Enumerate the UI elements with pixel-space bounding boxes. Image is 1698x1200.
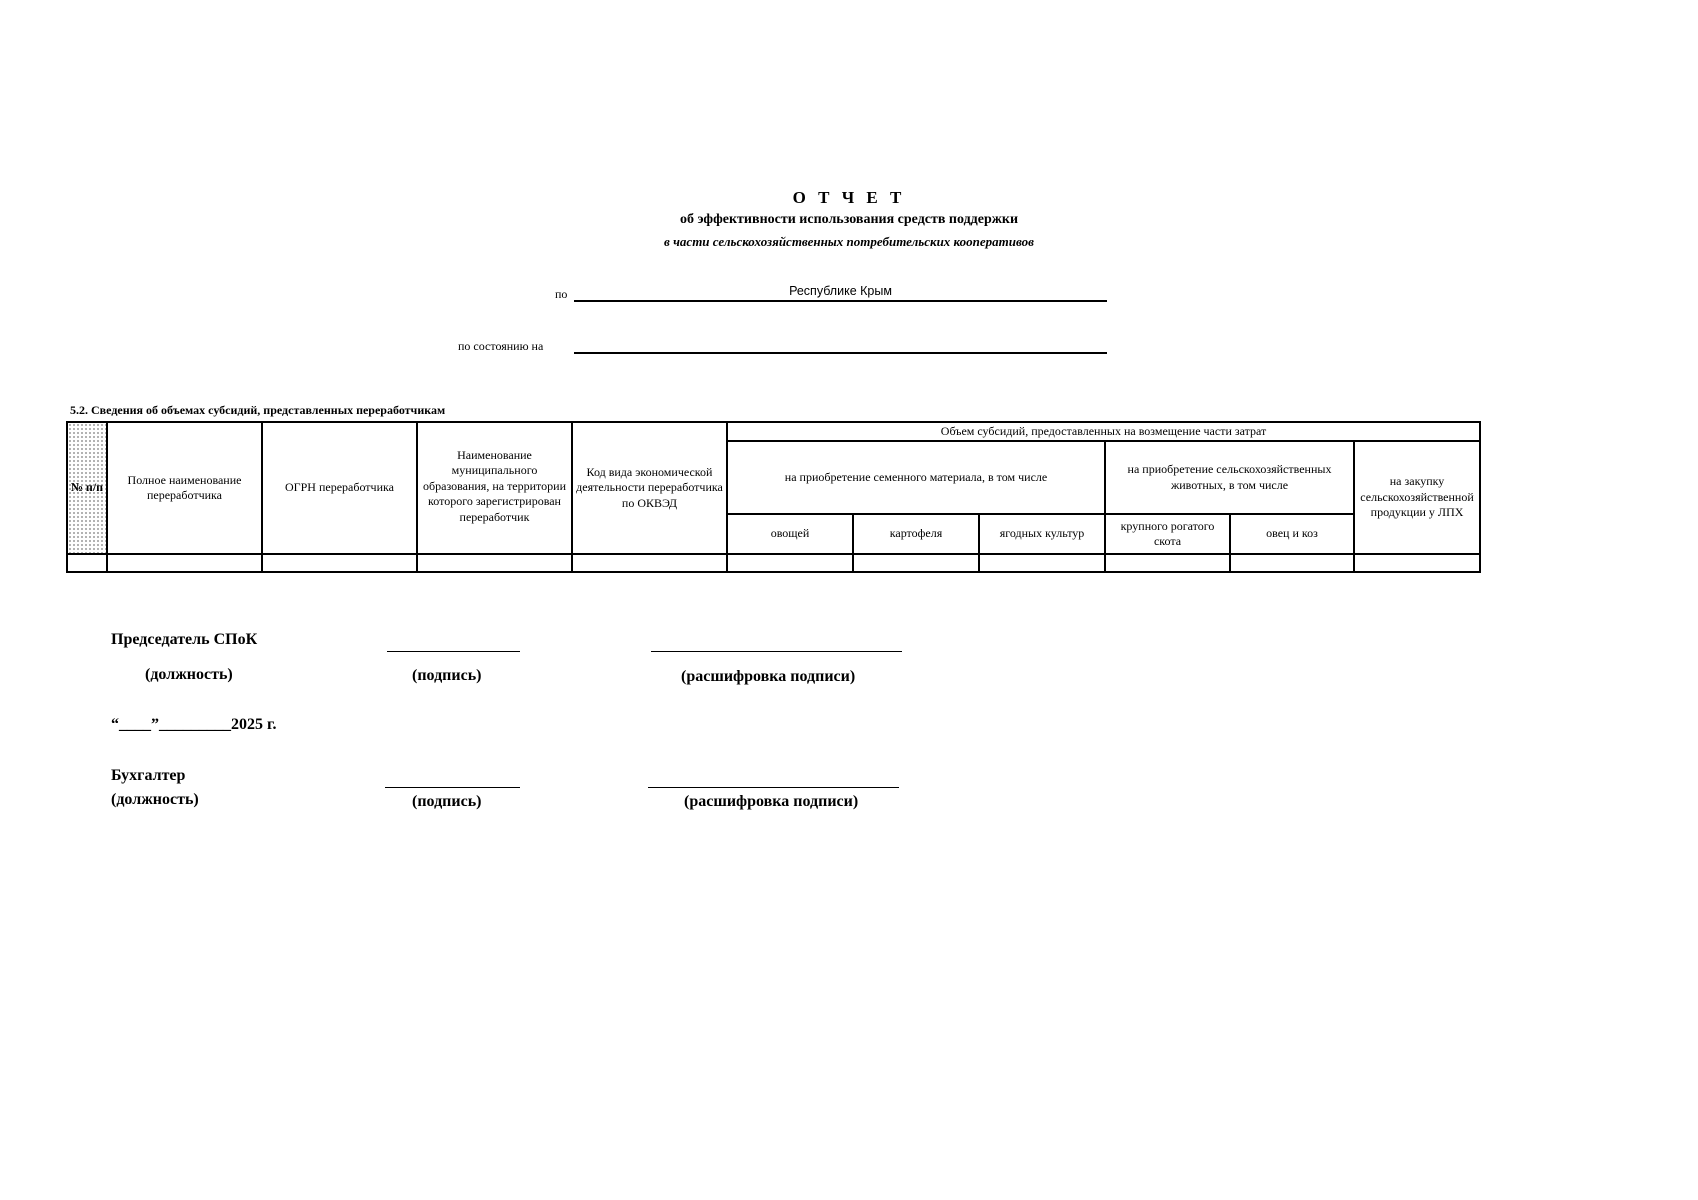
table-cell[interactable] [1105, 554, 1230, 572]
col-header-berries: ягодных культур [979, 514, 1105, 554]
table-cell[interactable] [572, 554, 727, 572]
col-header-name: Полное наименование переработчика [107, 422, 262, 554]
signing-date: “____”_________2025 г. [111, 716, 277, 733]
col-header-sheep: овец и коз [1230, 514, 1354, 554]
table-cell[interactable] [107, 554, 262, 572]
accountant-signature-line[interactable] [385, 786, 520, 788]
report-title: О Т Ч Е Т [792, 188, 906, 207]
col-header-animals: на приобретение сельскохозяйственных животных, в том числе [1105, 441, 1354, 514]
position-caption-1: (должность) [145, 666, 233, 683]
table-cell[interactable] [1354, 554, 1480, 572]
col-header-okved: Код вида экономической деятельности переработчика по ОКВЭД [572, 422, 727, 554]
signature-caption-2: (подпись) [412, 793, 482, 810]
region-field[interactable]: Республике Крым [574, 284, 1107, 302]
accountant-decode-line[interactable] [648, 786, 899, 788]
table-cell[interactable] [853, 554, 979, 572]
table-cell[interactable] [262, 554, 417, 572]
col-header-potatoes: картофеля [853, 514, 979, 554]
col-header-seed: на приобретение семенного материала, в том числе [727, 441, 1105, 514]
table-cell[interactable] [727, 554, 853, 572]
report-subtitle: об эффективности использования средств поддержки [679, 212, 1019, 227]
table-cell[interactable] [1230, 554, 1354, 572]
report-subtitle-italic: в части сельскохозяйственных потребительских кооперативов [664, 234, 1034, 249]
chairman-label: Председатель СПоК [111, 631, 258, 648]
table-cell[interactable] [979, 554, 1105, 572]
col-header-vegetables: овощей [727, 514, 853, 554]
region-label: по [555, 287, 568, 301]
decode-caption-1: (расшифровка подписи) [681, 668, 856, 685]
table-row [67, 554, 1480, 572]
position-caption-2: (должность) [111, 791, 199, 808]
col-header-lph: на закупку сельскохозяйственной продукции у ЛПХ [1354, 441, 1480, 554]
accountant-label: Бухгалтер [111, 767, 186, 784]
chairman-signature-line[interactable] [387, 650, 520, 652]
col-header-volume: Объем субсидий, предоставленных на возмещение части затрат [727, 422, 1480, 441]
col-header-cattle: крупного рогатого скота [1105, 514, 1230, 554]
decode-caption-2: (расшифровка подписи) [684, 793, 859, 810]
chairman-decode-line[interactable] [651, 650, 902, 652]
signature-caption-1: (подпись) [412, 667, 482, 684]
table-cell[interactable] [417, 554, 572, 572]
date-field[interactable] [574, 336, 1107, 354]
table-cell[interactable] [67, 554, 107, 572]
col-header-municipal [417, 422, 572, 554]
col-header-municipal-text: Наименование муниципального образования, на территории которого зарегистрирован переработчик [423, 448, 566, 524]
subsidies-table [66, 421, 1481, 573]
col-header-ogrn: ОГРН переработчика [262, 422, 417, 554]
col-header-num: № п/п [67, 422, 107, 554]
section-title: 5.2. Сведения об объемах субсидий, представленных переработчикам [70, 403, 446, 417]
date-label: по состоянию на [458, 339, 544, 353]
